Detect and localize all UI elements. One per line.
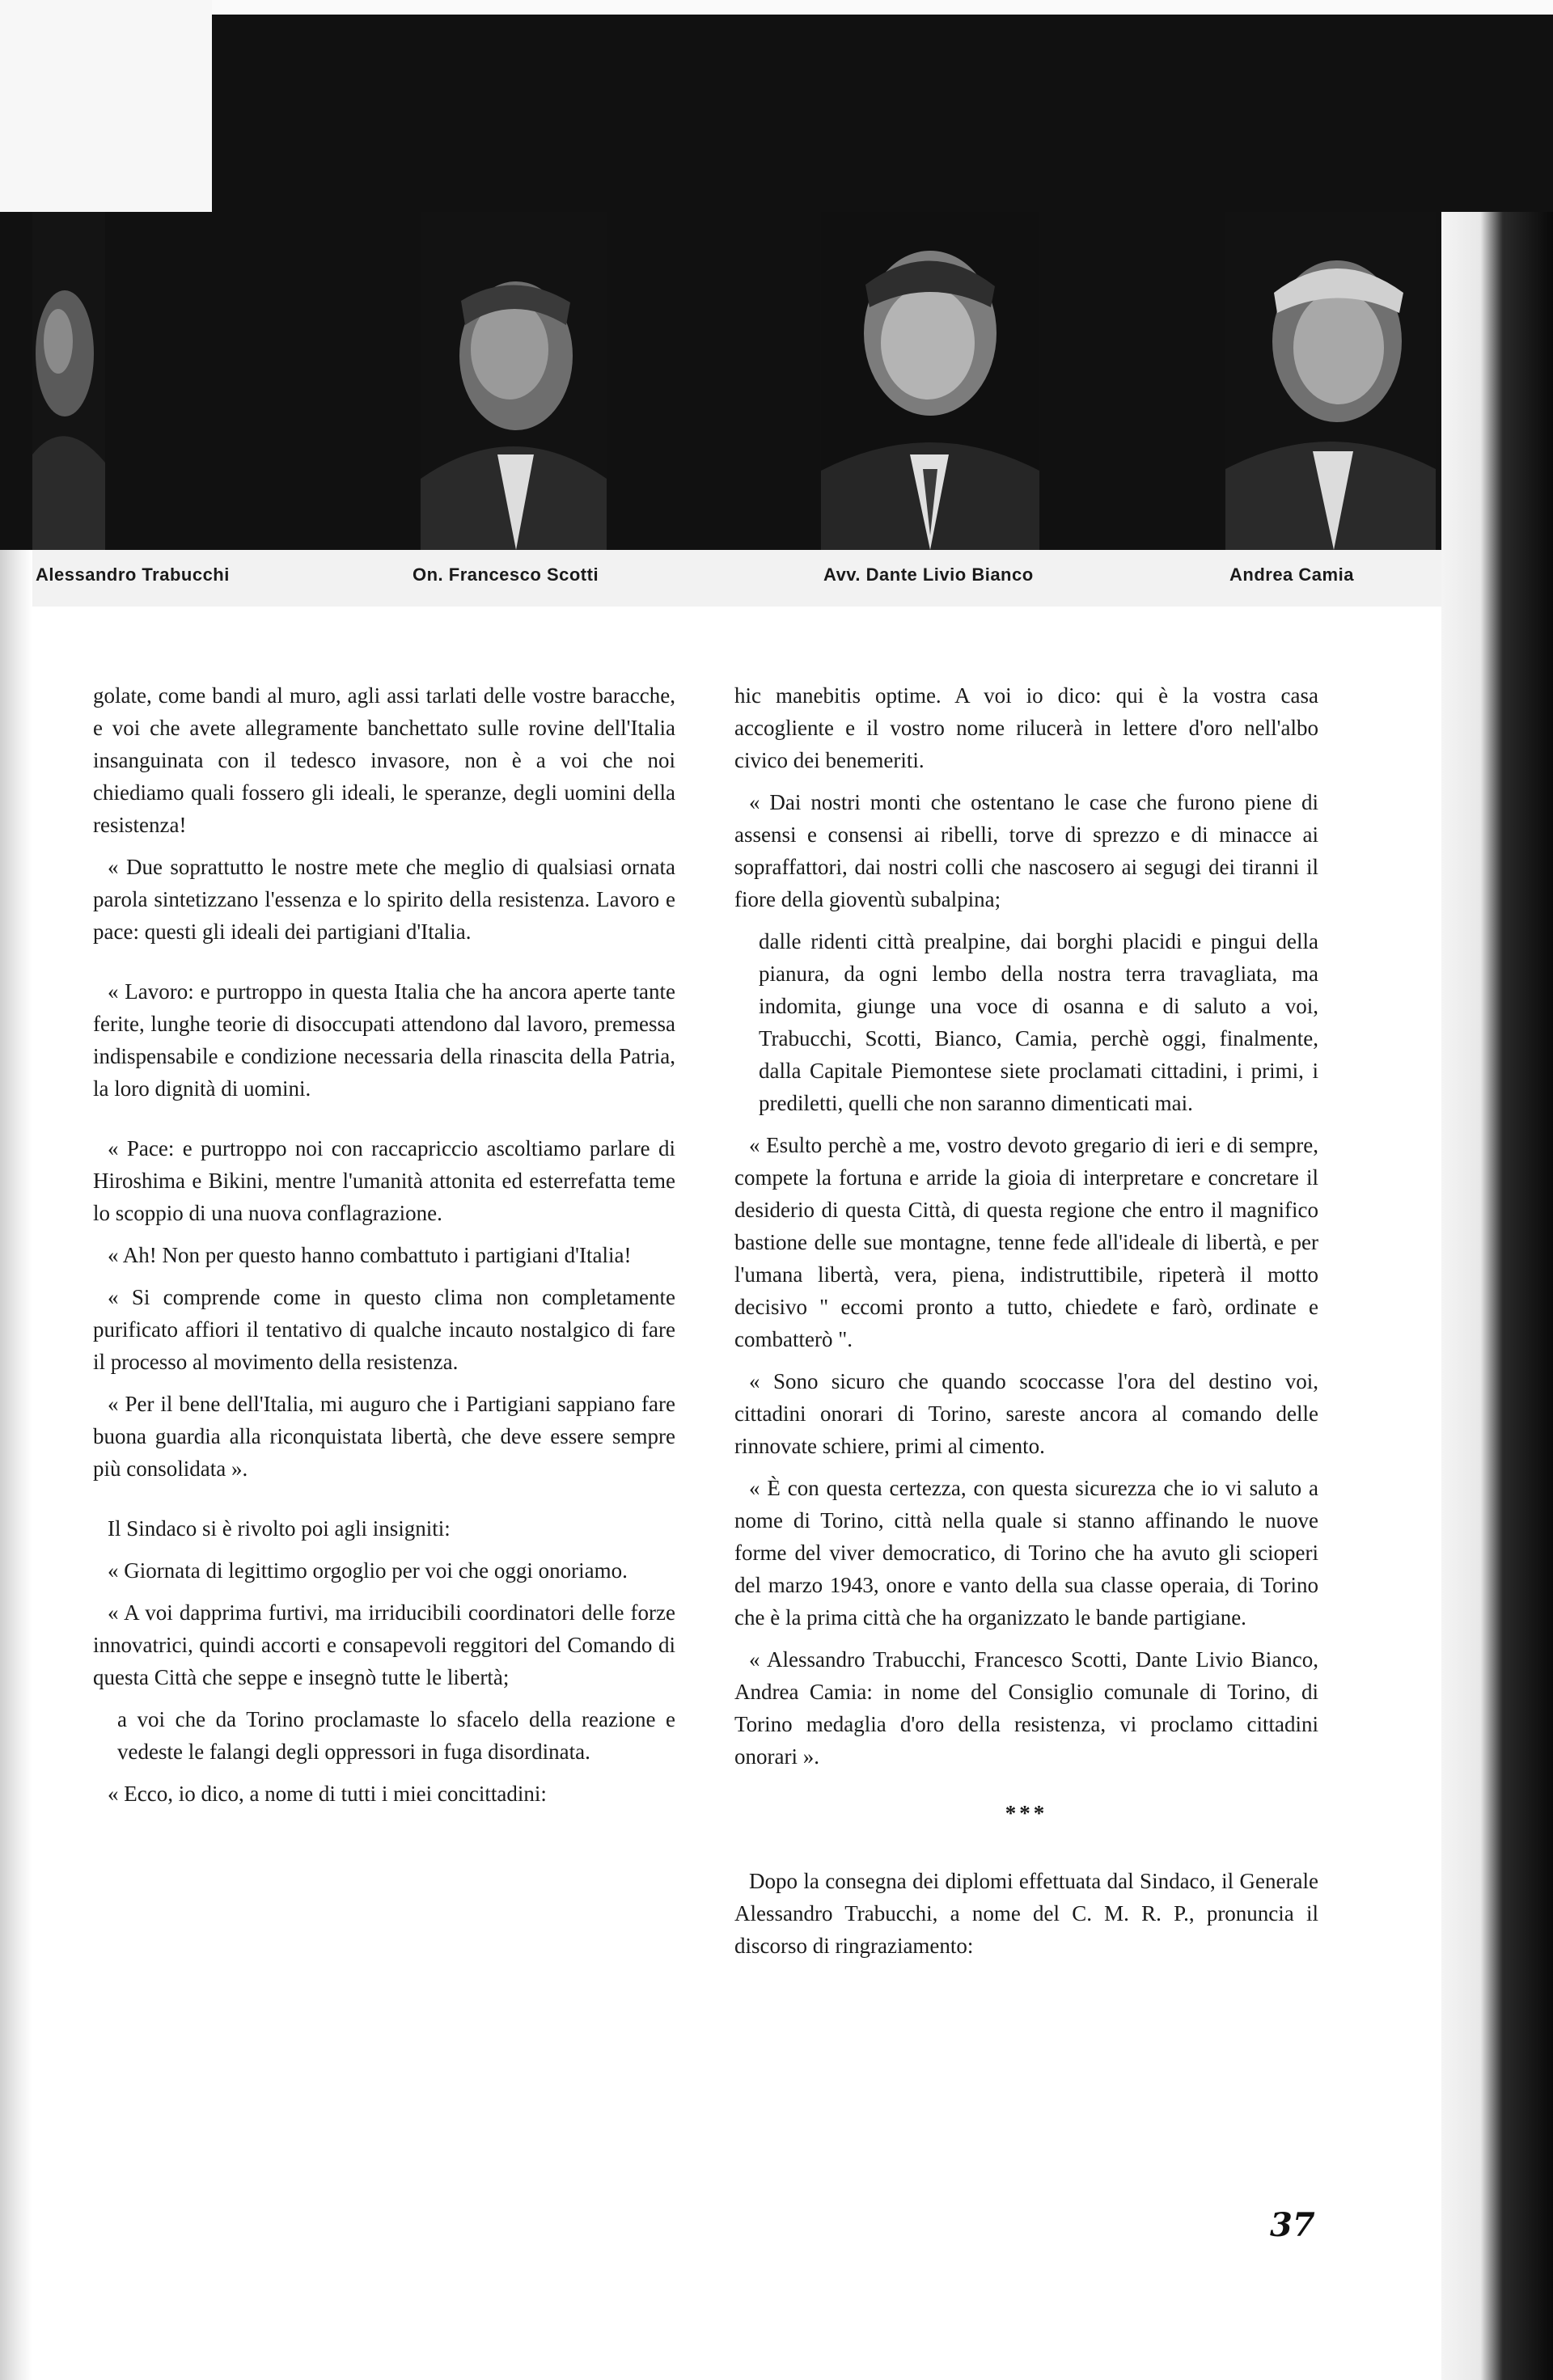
paragraph: « Si comprende come in questo clima non completamente purificato affiori il tentativo di qualche incauto nostalgico di fare il processo al movimento della resistenza. [93,1285,675,1374]
left-margin-shadow [0,550,32,2380]
paragraph: dalle ridenti città prealpine, dai borghi placidi e pingui della pianura, da ogni lembo della nostra terra travagliata, ma indomita, giunge una voce di osanna e di saluto a voi, Trabucchi, Scotti, Bianco, Camia, perchè oggi, finalmente, dalla Capitale Piemontese siete proclamati cittadini, i primi, i prediletti, quelli che non saranno dimenticati mai. [759,929,1318,1115]
paragraph: « Giornata di legittimo orgoglio per voi che oggi onoriamo. [108,1558,628,1583]
page-number: 37 [1270,2206,1315,2244]
caption-bianco: Avv. Dante Livio Bianco [823,564,1034,585]
paragraph: Dopo la consegna dei diplomi effettuata dal Sindaco, il Generale Alessandro Trabucchi, a nome del C. M. R. P., pronuncia il discorso di ringraziamento: [734,1869,1318,1958]
portrait-scotti [421,212,607,550]
paragraph: Il Sindaco si è rivolto poi agli insigniti: [108,1516,451,1541]
paragraph: « Esulto perchè a me, vostro devoto gregario di ieri e di sempre, compete la fortuna e arride la gioia di interpretare e concretare il desiderio di questa Città, di questa regione che entro il magnifico bastione delle sue montagne, tenne fede all'ideale di libertà, e per l'umana libertà, vera, piena, indistruttibile, ripeterà il motto decisivo " eccomi pronto a tutto, chiedete e farò, ordinate e combatterò ". [734,1133,1318,1351]
paragraph: « Due soprattutto le nostre mete che meglio di qualsiasi ornata parola sintetizzano l'essenza e lo spirito della resistenza. Lavoro e pace: questi gli ideali dei partigiani d'Italia. [93,855,675,944]
paragraph: « Alessandro Trabucchi, Francesco Scotti, Dante Livio Bianco, Andrea Camia: in nome del Consiglio comunale di Torino, di Torino medaglia d'oro della resistenza, vi proclamo cittadini onorari ». [734,1647,1318,1769]
top-margin [0,0,1553,15]
paragraph: a voi che da Torino proclamaste lo sfacelo della reazione e vedeste le falangi degli oppressori in fuga disordinata. [117,1707,675,1764]
portrait-trabucchi [32,212,105,550]
paragraph: « Pace: e purtroppo noi con raccapriccio ascoltiamo parlare di Hiroshima e Bikini, mentre l'umanità attonita ed esterrefatta teme lo scoppio di una nuova conflagrazione. [93,1136,675,1225]
paragraph: « Sono sicuro che quando scoccasse l'ora del destino voi, cittadini onorari di Torino, sareste ancora al comando delle rinnovate schiere, primi al cimento. [734,1369,1318,1458]
paragraph: « Lavoro: e purtroppo in questa Italia che ha ancora aperte tante ferite, lunghe teorie di disoccupati attendono dal lavoro, premessa indispensabile e condizione necessaria della rinascita della Patria, la loro dignità di uomini. [93,979,675,1101]
top-left-margin [0,0,212,212]
section-separator: *** [1005,1801,1048,1825]
left-text-column [93,679,675,1820]
binding-shadow [1441,212,1553,2380]
paragraph: « Dai nostri monti che ostentano le case che furono piene di assensi e consensi ai ribelli, torve di sprezzo e di minacce ai sopraffattori, dai nostri colli che nascosero ai segugi dei tiranni il fiore della gioventù subalpina; [734,790,1318,911]
paragraph: « Ah! Non per questo hanno combattuto i partigiani d'Italia! [108,1243,632,1267]
paragraph: « Per il bene dell'Italia, mi auguro che i Partigiani sappiano fare buona guardia alla riconquistata libertà, che deve essere sempre più consolidata ». [93,1392,675,1481]
paragraph: « È con questa certezza, con questa sicurezza che io vi saluto a nome di Torino, città nella quale si stanno affinando le nuove forme del viver democratico, di Torino che ha avuto gli scioperi del marzo 1943, onore e vanto della sua classe operaia, di Torino che è la prima città che ha organizzato le bande partigiane. [734,1476,1318,1630]
caption-scotti: On. Francesco Scotti [413,564,599,585]
paragraph: golate, come bandi al muro, agli assi tarlati delle vostre baracche, e voi che avete allegramente banchettato sulle rovine dell'Italia insanguinata con il tedesco invasore, non è a voi che noi chiediamo quali fossero gli ideali, le speranze, degli uomini della resistenza! [93,683,675,837]
caption-camia: Andrea Camia [1229,564,1354,585]
portrait-camia [1225,212,1436,550]
caption-trabucchi: Alessandro Trabucchi [36,564,230,585]
paragraph: hic manebitis optime. A voi io dico: qui è la vostra casa accogliente e il vostro nome rilucerà in lettere d'oro nell'albo civico dei benemeriti. [734,683,1318,772]
paragraph: « A voi dapprima furtivi, ma irriducibili coordinatori delle forze innovatrici, quindi accorti e consapevoli reggitori del Comando di questa Città che seppe e insegnò tutte le libertà; [93,1600,675,1689]
paragraph: « Ecco, io dico, a nome di tutti i miei concittadini: [108,1782,547,1806]
right-text-column [734,679,1318,1972]
portrait-bianco [821,212,1039,550]
